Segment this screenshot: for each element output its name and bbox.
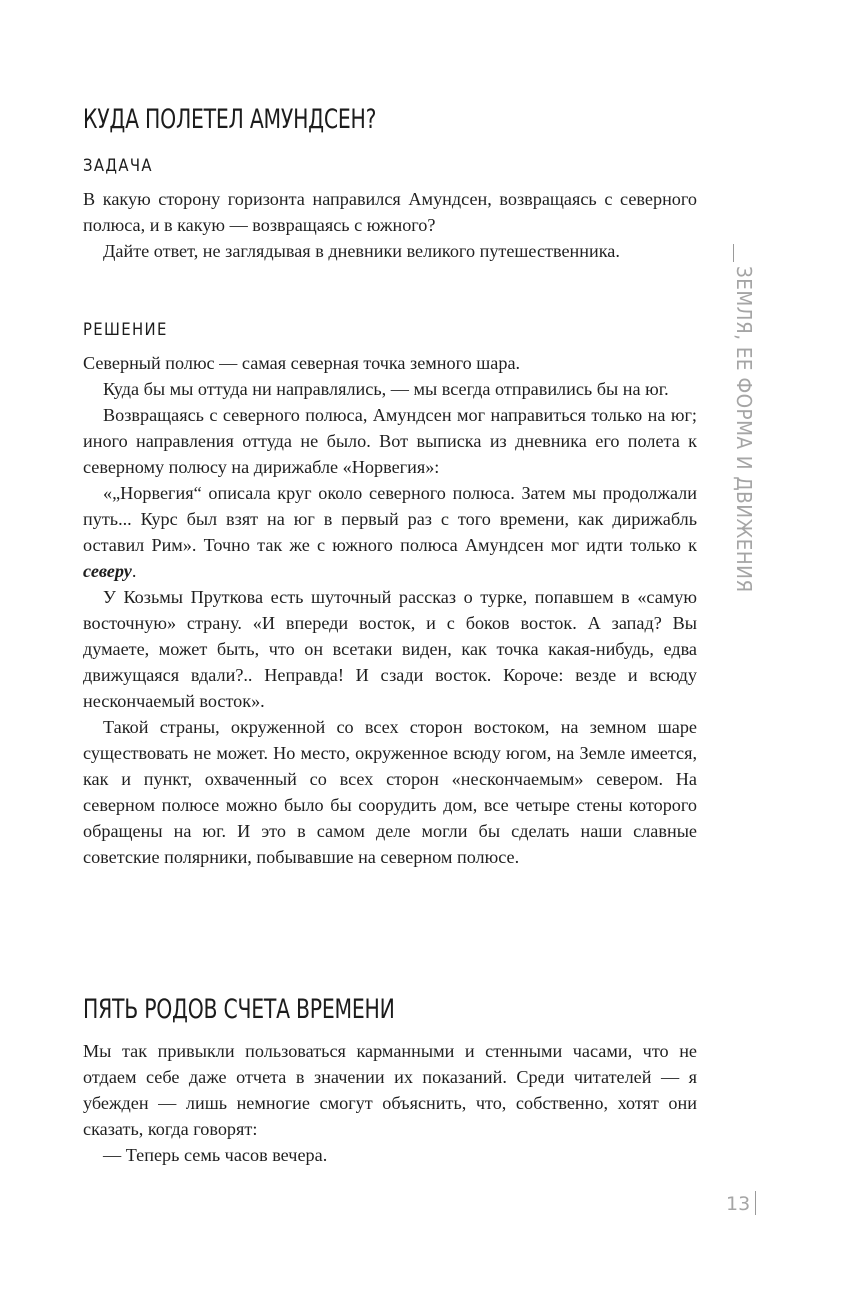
- running-head: ЗЕМЛЯ, ЕЕ ФОРМА И ДВИЖЕНИЯ: [732, 266, 756, 593]
- quote-paragraph: [83, 480, 697, 584]
- time-paragraph-1: Мы так привыкли пользоваться карманными и стенными часами, что не отдаем себе даже отчета в значении их показаний. Среди читателей — я убежден — лишь немногие смогут объяснить, что, собственно, хотят они сказать, когда говорят:: [83, 1041, 697, 1139]
- task-heading: ЗАДАЧА: [83, 156, 153, 175]
- section-title-amundsen: КУДА ПОЛЕТЕЛ АМУНДСЕН?: [83, 104, 377, 135]
- task-paragraph-2: Дайте ответ, не заглядывая в дневники великого путешественника.: [103, 241, 620, 261]
- page-number: 13: [726, 1193, 751, 1215]
- north-pole-paragraph: Такой страны, окруженной со всех сторон востоком, на земном шаре существовать не может. Но место, окруженное всюду югом, на Земле имеется, как и пункт, охваченный со всех сторон «нескончаемым» севером. На северном полюсе можно было бы соорудить дом, все четыре стены которого обращены на юг. И это в самом деле могли бы сделать наши славные советские полярники, побывавшие на северном полюсе.: [83, 717, 697, 867]
- solution-paragraph-2: Куда бы мы оттуда ни направлялись, — мы всегда отправились бы на юг.: [103, 379, 669, 399]
- page-number-rule: [755, 1191, 756, 1215]
- quote-end: .: [131, 561, 137, 581]
- quote-emphasis: северу: [83, 561, 132, 581]
- solution-paragraph-1: Северный полюс — самая северная точка земного шара.: [83, 353, 521, 373]
- solution-heading: РЕШЕНИЕ: [83, 320, 168, 339]
- quote-text: «„Норвегия“ описала круг около северного полюса. Затем мы продолжали путь... Курс был взят на юг в первый раз с того времени, как дирижабль оставил Рим». Точно так же с южного полюса Амундсен мог идти только к: [83, 483, 697, 555]
- running-head-rule: [733, 244, 734, 262]
- solution-text: [83, 350, 697, 870]
- solution-paragraph-3: Возвращаясь с северного полюса, Амундсен мог направиться только на юг; иного направления оттуда не было. Вот выписка из дневника его полета к северному полюсу на дирижабле «Норвегия»:: [83, 405, 697, 477]
- prutkov-paragraph: У Козьмы Пруткова есть шуточный рассказ о турке, попавшем в «самую восточную» страну. «И впереди восток, и с боков восток. А запад? Вы думаете, может быть, что он всетаки виден, как точка какая-нибудь, едва движущаяся вдали?.. Неправда! И сзади восток. Короче: везде и всюду нескончаемый восток».: [83, 587, 697, 711]
- task-paragraph-1: В какую сторону горизонта направился Амундсен, возвращаясь с северного полюса, и в какую — возвращаясь с южного?: [83, 189, 697, 235]
- time-text: [83, 1038, 697, 1168]
- time-paragraph-2: — Теперь семь часов вечера.: [103, 1145, 328, 1165]
- task-text: [83, 186, 697, 264]
- section-title-time: ПЯТЬ РОДОВ СЧЕТА ВРЕМЕНИ: [83, 994, 395, 1025]
